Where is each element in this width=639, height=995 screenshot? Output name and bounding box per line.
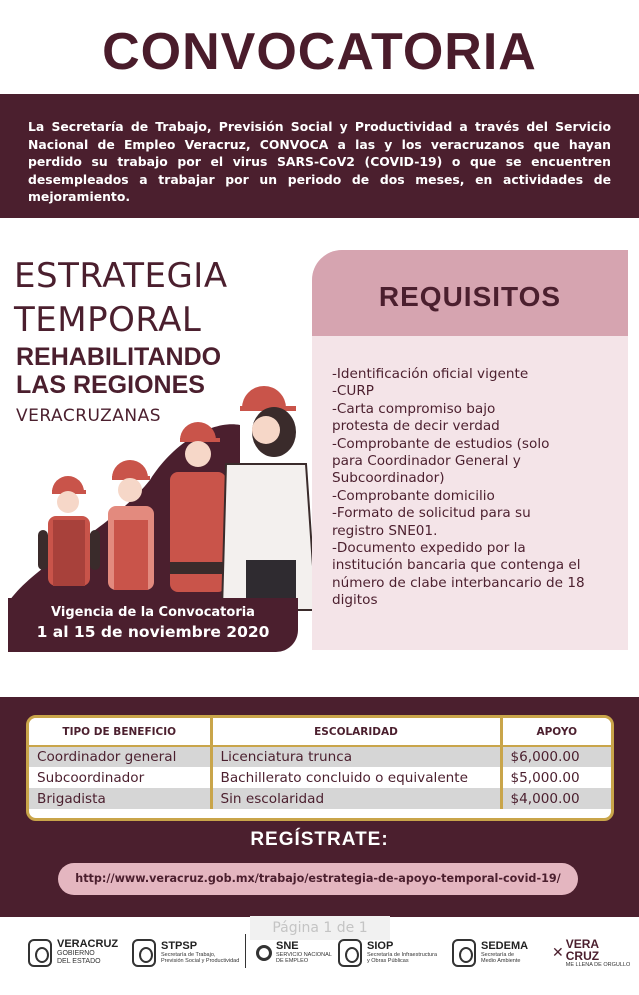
strategy-subtitle-line2: LAS REGIONES xyxy=(16,371,205,399)
requirement-item: número de clabe interbancario de 18 xyxy=(332,574,585,591)
logo-text: STPSP xyxy=(161,940,198,952)
table-cell: Subcoordinador xyxy=(29,767,211,788)
table-cell: $6,000.00 xyxy=(501,746,611,767)
logo-subtext: Secretaría de Infraestructura xyxy=(367,952,438,958)
requirement-item: digitos xyxy=(332,592,378,609)
page-indicator: Página 1 de 1 xyxy=(250,916,390,940)
shield-icon xyxy=(338,939,362,967)
logo-subtext: Secretaría de Trabajo, xyxy=(161,952,216,958)
table-cell: $4,000.00 xyxy=(501,788,611,809)
benefits-table xyxy=(29,718,611,809)
requirement-item: -Formato de solicitud para su xyxy=(332,505,531,522)
intro-paragraph: La Secretaría de Trabajo, Previsión Social y Productividad a través del Servicio Nacional de Empleo Veracruz, CONVOCA a las y los veracruzanos que hayan perdido su trabajo por el virus SARS-CoV2 (COVID-19) o que se encuentren desempleados a trabajar por un periodo de dos meses, en actividades de mejoramiento. xyxy=(28,119,611,205)
requirement-item: -Documento expedido por la xyxy=(332,540,526,557)
requirements-list xyxy=(332,366,622,610)
logo-text: VERA xyxy=(565,936,600,951)
requirement-item: Subcoordinador) xyxy=(332,470,445,487)
logo-subtext: GOBIERNO xyxy=(57,950,95,957)
logo-sne xyxy=(256,930,332,975)
logo-veracruz-orgullo xyxy=(552,930,630,975)
requirement-item: -CURP xyxy=(332,383,374,400)
worker-2 xyxy=(108,460,154,590)
table-cell: Brigadista xyxy=(29,788,211,809)
requirement-item: institución bancaria que contenga el xyxy=(332,557,581,574)
table-row xyxy=(29,746,611,767)
x-grid-icon: ✕ xyxy=(552,944,564,961)
strategy-subtitle-line1: REHABILITANDO xyxy=(16,343,222,371)
strategy-subtitle-line3: VERACRUZANAS xyxy=(16,406,162,426)
logo-sedema xyxy=(452,930,528,975)
column-header-beneficio: TIPO DE BENEFICIO xyxy=(29,718,211,746)
strategy-title-line2: TEMPORAL xyxy=(14,300,202,340)
shield-icon xyxy=(132,939,156,967)
logo-text: SNE xyxy=(276,940,299,952)
logo-subtext: SERVICIO NACIONAL xyxy=(276,952,332,958)
logo-subtext: Medio Ambiente xyxy=(481,958,521,964)
logo-divider xyxy=(245,934,246,968)
logo-subtext: Previsión Social y Productividad xyxy=(161,958,240,964)
column-header-apoyo: APOYO xyxy=(501,718,611,746)
strategy-title-line1: ESTRATEGIA xyxy=(14,256,228,296)
shield-icon xyxy=(452,939,476,967)
requirement-item: -Comprobante de estudios (solo xyxy=(332,435,550,452)
requirement-item: protesta de decir verdad xyxy=(332,418,500,435)
table-cell: Licenciatura trunca xyxy=(211,746,501,767)
table-row xyxy=(29,788,611,809)
logo-text: VERACRUZ xyxy=(57,938,119,950)
table-row xyxy=(29,767,611,788)
logo-subtext: ME LLENA DE ORGULLO xyxy=(565,961,631,968)
page-title: CONVOCATORIA xyxy=(102,23,537,81)
requirement-item: -Comprobante domicilio xyxy=(332,487,495,504)
logo-siop xyxy=(338,930,437,975)
table-cell: Sin escolaridad xyxy=(211,788,501,809)
vigencia-label: Vigencia de la Convocatoria xyxy=(51,605,255,620)
logo-text: CRUZ xyxy=(565,948,600,963)
logo-subtext: y Obras Públicas xyxy=(367,958,409,964)
register-url-link[interactable]: http://www.veracruz.gob.mx/trabajo/estrategia-de-apoyo-temporal-covid-19/ xyxy=(58,863,578,895)
vigencia-dates: 1 al 15 de noviembre 2020 xyxy=(36,623,270,641)
worker-4 xyxy=(222,386,316,610)
logo-stpsp xyxy=(132,930,239,975)
logo-gobierno-veracruz xyxy=(28,930,118,975)
footer-logos xyxy=(0,930,639,975)
requirement-item: -Identificación oficial vigente xyxy=(332,366,529,382)
benefits-table-frame xyxy=(26,715,614,821)
table-cell: Coordinador general xyxy=(29,746,211,767)
logo-subtext: DE EMPLEO xyxy=(276,958,309,964)
logo-subtext: DEL ESTADO xyxy=(57,958,101,965)
shield-icon xyxy=(28,939,52,967)
column-header-escolaridad: ESCOLARIDAD xyxy=(211,718,501,746)
requirement-item: para Coordinador General y xyxy=(332,453,521,470)
logo-text: SEDEMA xyxy=(481,940,529,952)
logo-text: SIOP xyxy=(367,940,394,952)
register-label: REGÍSTRATE: xyxy=(250,829,389,850)
table-cell: Bachillerato concluido o equivalente xyxy=(211,767,501,788)
requirements-title: REQUISITOS xyxy=(378,281,562,312)
table-header-row xyxy=(29,718,611,746)
requirement-item: -Carta compromiso bajo xyxy=(332,400,496,417)
logo-subtext: Secretaría de xyxy=(481,952,515,958)
sne-mark-icon xyxy=(256,945,272,961)
requirement-item: registro SNE01. xyxy=(332,522,438,539)
table-cell: $5,000.00 xyxy=(501,767,611,788)
